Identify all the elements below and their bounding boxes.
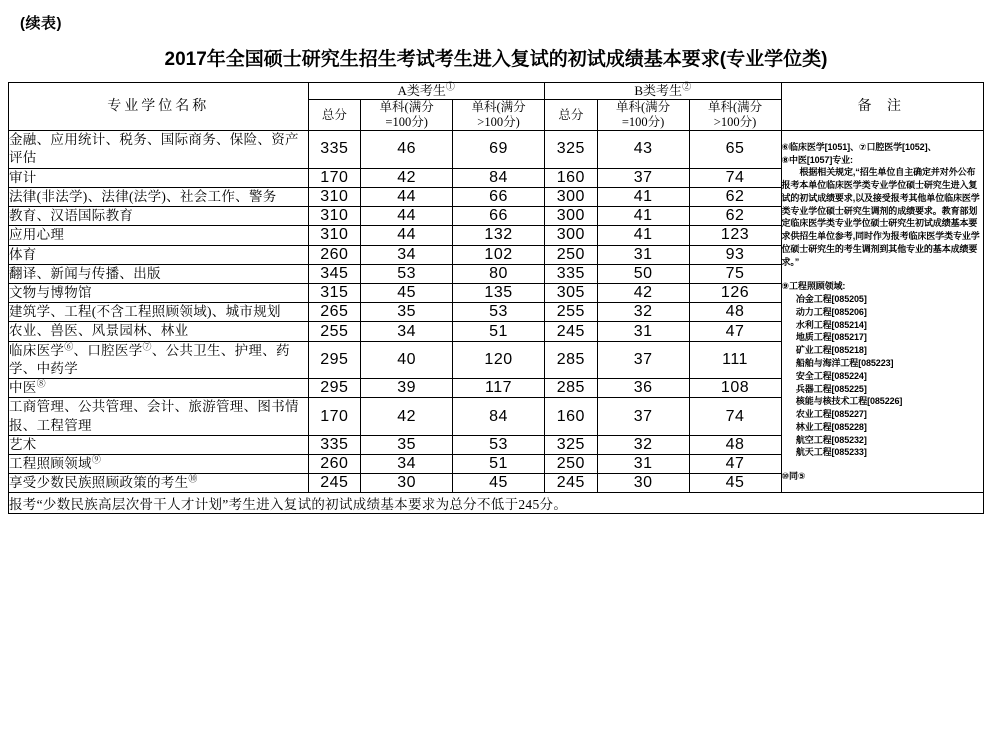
header-major-name: 专业学位名称 (9, 83, 309, 131)
cell-degree-name: 工程照顾领域⑨ (9, 454, 309, 473)
cell-a-total: 310 (308, 187, 361, 206)
footnote-row (9, 493, 984, 514)
cell-a-gt100: 53 (453, 303, 545, 322)
cell-b-total: 285 (544, 379, 597, 398)
cell-b-total: 250 (544, 245, 597, 264)
header-b-gt100-line1: 单科(满分 (707, 100, 763, 115)
cell-b-gt100: 47 (689, 322, 781, 341)
cell-b-eq100: 31 (597, 322, 689, 341)
header-b-total: 总分 (544, 100, 597, 131)
cell-a-gt100: 80 (453, 264, 545, 283)
header-group-a (308, 83, 544, 100)
cell-b-gt100: 93 (689, 245, 781, 264)
cell-b-gt100: 108 (689, 379, 781, 398)
header-b-eq100-line2: =100分) (621, 115, 665, 130)
header-b-eq100-line1: 单科(满分 (616, 100, 671, 115)
cell-b-gt100: 62 (689, 187, 781, 206)
cell-a-gt100: 117 (453, 379, 545, 398)
cell-degree-name: 艺术 (9, 435, 309, 454)
memo-engineering-item: 冶金工程[085205] (795, 294, 867, 305)
cell-a-total: 335 (308, 435, 361, 454)
memo-engineering-item: 地质工程[085217] (795, 332, 867, 343)
cell-a-total: 265 (308, 303, 361, 322)
cell-a-gt100: 51 (453, 454, 545, 473)
cell-b-gt100: 126 (689, 284, 781, 303)
cell-degree-name: 临床医学⑥、口腔医学⑦、公共卫生、护理、药学、中药学 (9, 341, 309, 378)
cell-b-gt100: 45 (689, 474, 781, 493)
table-row (9, 131, 984, 168)
cell-a-gt100: 84 (453, 168, 545, 187)
cell-a-eq100: 45 (361, 284, 453, 303)
cell-a-total: 295 (308, 379, 361, 398)
memo-spacer (782, 268, 984, 280)
continuation-label: (续表) (20, 15, 62, 32)
cell-a-eq100: 35 (361, 303, 453, 322)
cell-b-gt100: 47 (689, 454, 781, 473)
name-superscript: ⑧ (36, 378, 46, 389)
cell-b-eq100: 43 (597, 131, 689, 168)
cell-degree-name: 翻译、新闻与传播、出版 (9, 264, 309, 283)
cell-a-gt100: 120 (453, 341, 545, 378)
memo-engineering-head: ⑨工程照顾领域: (781, 281, 846, 292)
header-a-eq100-line1: 单科(满分 (379, 100, 434, 115)
memo-engineering-item: 矿业工程[085218] (795, 345, 867, 356)
cell-a-gt100: 69 (453, 131, 545, 168)
memo-engineering-item: 水利工程[085214] (795, 319, 867, 330)
header-group-b-superscript: ② (682, 81, 692, 92)
memo-engineering-item: 兵器工程[085225] (795, 383, 867, 394)
cell-b-eq100: 42 (597, 284, 689, 303)
cell-b-eq100: 50 (597, 264, 689, 283)
memo-engineering-item: 核能与核技术工程[085226] (795, 396, 903, 407)
cell-degree-name: 体育 (9, 245, 309, 264)
cell-a-gt100: 66 (453, 187, 545, 206)
cell-a-eq100: 35 (361, 435, 453, 454)
cell-degree-name: 建筑学、工程(不含工程照顾领域)、城市规划 (9, 303, 309, 322)
cell-degree-name: 中医⑧ (9, 379, 309, 398)
header-a-gt100-line1: 单科(满分 (471, 100, 526, 115)
cell-b-eq100: 41 (597, 207, 689, 226)
name-superscript: ⑨ (91, 454, 102, 465)
cell-b-eq100: 30 (597, 474, 689, 493)
cell-a-eq100: 34 (361, 322, 453, 341)
cell-a-total: 245 (308, 474, 361, 493)
cell-a-gt100: 135 (453, 284, 545, 303)
header-b-eq100 (597, 100, 689, 131)
cell-a-eq100: 34 (361, 245, 453, 264)
memo-engineering-list (782, 293, 984, 459)
header-group-a-superscript: ① (445, 81, 455, 92)
cell-b-eq100: 32 (597, 435, 689, 454)
header-a-total: 总分 (308, 100, 361, 131)
header-group-b-label: B类考生 (634, 83, 683, 98)
grades-table (8, 82, 984, 514)
cell-a-total: 170 (308, 398, 361, 435)
memo-clinical-body: 根据相关规定,“招生单位自主确定并对外公布报考本单位临床医学类专业学位硕士研究生进入复试的初试成绩要求,以及接受报考其他单位临床医学类专业学位硕士研究生调剂的成绩要求。教育部划定临床医学类专业学位硕士研究生初试成绩基本要求供招生单位参考,同时作为报考临床医学类专业学位硕士研究生的考生调剂到其他专业的基本成绩要求。” (781, 167, 980, 267)
memo-engineering-item: 安全工程[085224] (795, 370, 867, 381)
cell-a-total: 335 (308, 131, 361, 168)
header-a-gt100-line2: >100分) (477, 115, 520, 130)
cell-a-eq100: 42 (361, 398, 453, 435)
cell-a-gt100: 45 (453, 474, 545, 493)
cell-b-total: 285 (544, 341, 597, 378)
memo-engineering-item: 船舶与海洋工程[085223] (795, 358, 894, 368)
cell-b-gt100: 111 (689, 341, 781, 378)
memo-clinical-head-line1: ⑥临床医学[1051]、⑦口腔医学[1052]、 (781, 141, 937, 152)
cell-degree-name: 文物与博物馆 (9, 284, 309, 303)
cell-b-total: 255 (544, 303, 597, 322)
table-body (9, 131, 984, 514)
cell-b-total: 335 (544, 264, 597, 283)
cell-a-total: 295 (308, 341, 361, 378)
cell-a-gt100: 102 (453, 245, 545, 264)
memo-engineering-item: 航天工程[085233] (795, 447, 867, 458)
name-superscript: ⑦ (142, 341, 152, 352)
cell-degree-name: 金融、应用统计、税务、国际商务、保险、资产评估 (9, 131, 309, 168)
cell-a-gt100: 84 (453, 398, 545, 435)
cell-a-total: 310 (308, 207, 361, 226)
cell-b-gt100: 48 (689, 303, 781, 322)
cell-b-total: 160 (544, 168, 597, 187)
cell-a-gt100: 53 (453, 435, 545, 454)
cell-b-eq100: 41 (597, 187, 689, 206)
cell-b-total: 325 (544, 131, 597, 168)
cell-b-total: 300 (544, 187, 597, 206)
memo-tail-note: ⑩同⑤ (781, 471, 806, 482)
name-superscript: ⑥ (64, 341, 74, 352)
cell-b-gt100: 75 (689, 264, 781, 283)
cell-a-eq100: 30 (361, 474, 453, 493)
cell-b-total: 245 (544, 474, 597, 493)
cell-b-eq100: 41 (597, 226, 689, 245)
cell-b-gt100: 48 (689, 435, 781, 454)
cell-b-total: 305 (544, 284, 597, 303)
cell-degree-name: 农业、兽医、风景园林、林业 (9, 322, 309, 341)
header-group-b (544, 83, 781, 100)
name-superscript: ⑩ (188, 473, 198, 484)
cell-b-gt100: 65 (689, 131, 781, 168)
memo-engineering-item: 动力工程[085206] (795, 306, 867, 317)
header-b-gt100 (689, 100, 781, 131)
header-memo: 备 注 (781, 83, 984, 131)
cell-b-eq100: 31 (597, 245, 689, 264)
cell-degree-name: 享受少数民族照顾政策的考生⑩ (9, 474, 309, 493)
cell-b-total: 250 (544, 454, 597, 473)
cell-a-gt100: 51 (453, 322, 545, 341)
cell-a-gt100: 132 (453, 226, 545, 245)
cell-degree-name: 教育、汉语国际教育 (9, 207, 309, 226)
table-header (9, 83, 984, 131)
cell-b-eq100: 37 (597, 168, 689, 187)
header-a-gt100 (453, 100, 545, 131)
cell-b-total: 300 (544, 207, 597, 226)
cell-a-total: 170 (308, 168, 361, 187)
cell-a-total: 345 (308, 264, 361, 283)
cell-degree-name: 审计 (9, 168, 309, 187)
cell-b-eq100: 37 (597, 341, 689, 378)
cell-b-gt100: 74 (689, 168, 781, 187)
cell-a-eq100: 46 (361, 131, 453, 168)
cell-a-eq100: 39 (361, 379, 453, 398)
cell-a-eq100: 42 (361, 168, 453, 187)
cell-a-total: 260 (308, 245, 361, 264)
cell-a-total: 255 (308, 322, 361, 341)
cell-b-gt100: 62 (689, 207, 781, 226)
cell-b-eq100: 31 (597, 454, 689, 473)
header-group-a-label: A类考生 (397, 83, 446, 98)
cell-degree-name: 应用心理 (9, 226, 309, 245)
cell-b-gt100: 74 (689, 398, 781, 435)
memo-engineering-item: 农业工程[085227] (795, 409, 867, 420)
cell-b-gt100: 123 (689, 226, 781, 245)
grades-table-wrapper (8, 82, 984, 514)
cell-a-eq100: 44 (361, 207, 453, 226)
header-row-group (9, 83, 984, 100)
cell-a-eq100: 44 (361, 226, 453, 245)
memo-engineering-item: 航空工程[085232] (795, 434, 867, 445)
memo-engineering-item: 林业工程[085228] (795, 421, 867, 432)
page-title: 2017年全国硕士研究生招生考试考生进入复试的初试成绩基本要求(专业学位类) (164, 49, 828, 70)
cell-a-eq100: 40 (361, 341, 453, 378)
cell-a-total: 315 (308, 284, 361, 303)
cell-b-eq100: 37 (597, 398, 689, 435)
header-a-eq100 (361, 100, 453, 131)
cell-b-total: 160 (544, 398, 597, 435)
cell-b-total: 325 (544, 435, 597, 454)
cell-a-eq100: 53 (361, 264, 453, 283)
cell-b-total: 300 (544, 226, 597, 245)
header-b-gt100-line2: >100分) (713, 115, 757, 130)
cell-b-eq100: 32 (597, 303, 689, 322)
cell-footnote: 报考“少数民族高层次骨干人才计划”考生进入复试的初试成绩基本要求为总分不低于245分。 (9, 493, 984, 514)
cell-memo (781, 131, 984, 493)
cell-b-total: 245 (544, 322, 597, 341)
cell-a-total: 260 (308, 454, 361, 473)
header-a-eq100-line2: =100分) (385, 115, 428, 130)
cell-b-eq100: 36 (597, 379, 689, 398)
cell-degree-name: 工商管理、公共管理、会计、旅游管理、图书情报、工程管理 (9, 398, 309, 435)
memo-clinical-head-line2: ⑧中医[1057]专业: (781, 154, 853, 165)
cell-a-eq100: 34 (361, 454, 453, 473)
cell-a-eq100: 44 (361, 187, 453, 206)
cell-degree-name: 法律(非法学)、法律(法学)、社会工作、警务 (9, 187, 309, 206)
cell-a-gt100: 66 (453, 207, 545, 226)
cell-a-total: 310 (308, 226, 361, 245)
